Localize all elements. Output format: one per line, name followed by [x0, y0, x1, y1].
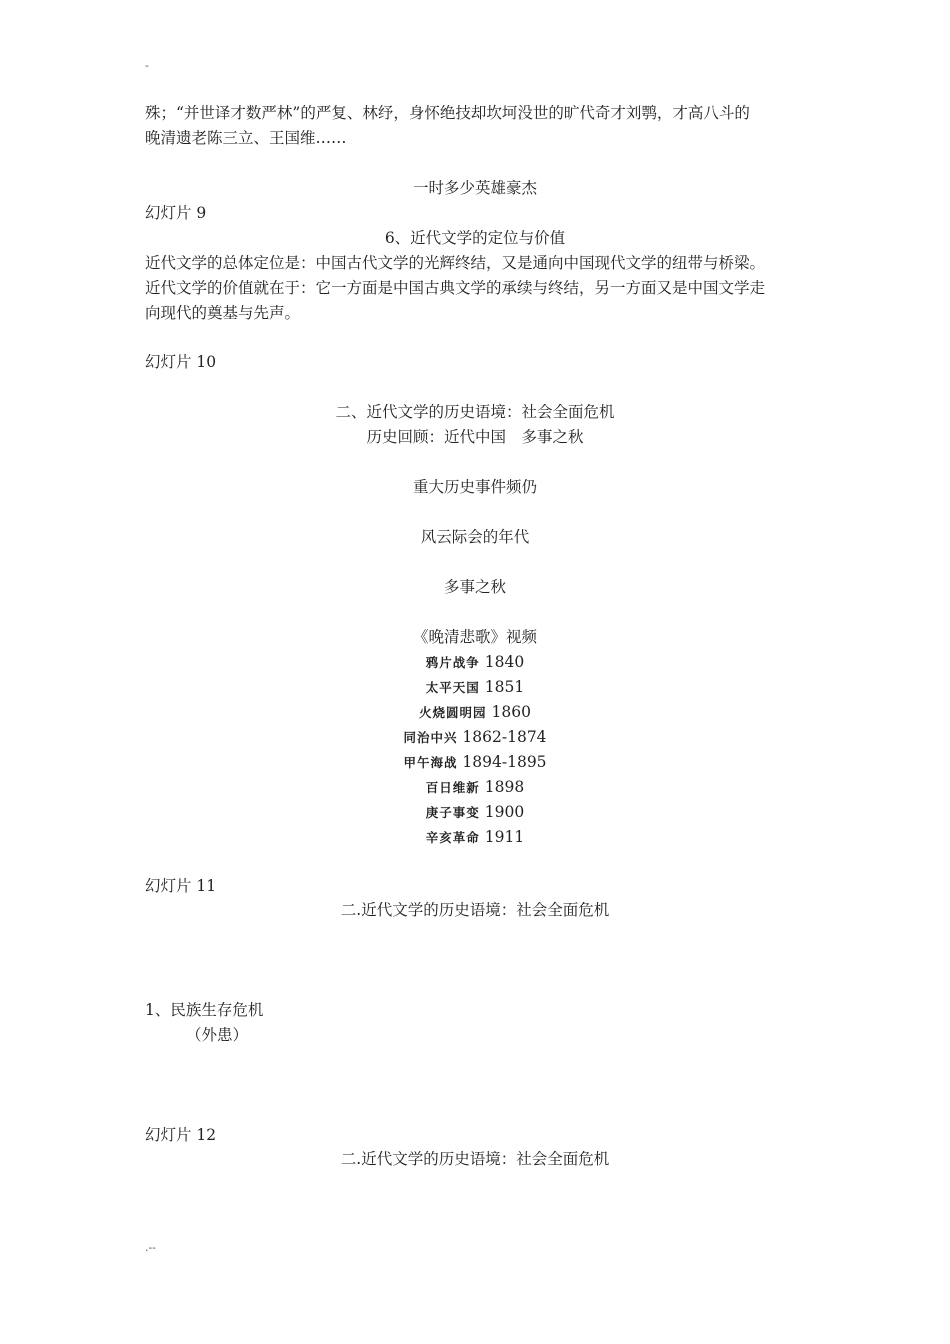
event-name: 甲午海战 — [403, 755, 458, 770]
event-year: 1862-1874 — [462, 728, 547, 746]
footer-mark: .-- — [145, 1241, 156, 1254]
event-year: 1840 — [484, 653, 525, 671]
slide-10-line-2: 风云际会的年代 — [420, 528, 530, 546]
slide-9-paragraph-1: 近代文学的总体定位是：中国古代文学的光辉终结，又是通向中国现代文学的纽带与桥梁。 — [145, 254, 766, 272]
intro-line-1: 殊；“并世译才数严林”的严复、林纾，身怀绝技却坎坷没世的旷代奇才刘鹗，才高八斗的 — [145, 104, 750, 122]
event-row — [0, 802, 950, 823]
slide-10-subtitle: 历史回顾：近代中国 多事之秋 — [366, 428, 584, 446]
slide-10-label: 幻灯片 10 — [145, 353, 217, 371]
event-year: 1900 — [484, 803, 525, 821]
slide-11-item: 1、民族生存危机 — [145, 1001, 264, 1019]
event-name: 庚子事变 — [425, 805, 480, 820]
heroes-line: 一时多少英雄豪杰 — [412, 179, 537, 197]
slide-12-title: 二.近代文学的历史语境：社会全面危机 — [340, 1150, 610, 1168]
event-year: 1911 — [484, 828, 525, 846]
slide-9-paragraph-3: 向现代的奠基与先声。 — [145, 304, 301, 322]
slide-11-title: 二.近代文学的历史语境：社会全面危机 — [340, 901, 610, 919]
slide-9-label: 幻灯片 9 — [145, 204, 207, 222]
slide-10-line-3: 多事之秋 — [443, 578, 506, 596]
slide-12-label: 幻灯片 12 — [145, 1126, 217, 1144]
event-year: 1898 — [484, 778, 525, 796]
slide-11-note: （外患） — [186, 1026, 249, 1044]
event-year: 1894-1895 — [462, 753, 547, 771]
event-name: 同治中兴 — [403, 730, 458, 745]
slide-9-title: 6、近代文学的定位与价值 — [384, 229, 566, 247]
event-name: 辛亥革命 — [425, 830, 480, 845]
header-mark: - — [145, 59, 149, 72]
event-year: 1860 — [491, 703, 531, 721]
event-row — [0, 677, 950, 698]
event-name: 太平天国 — [425, 680, 480, 695]
event-row — [0, 827, 950, 848]
event-row — [0, 652, 950, 673]
slide-11-label: 幻灯片 11 — [145, 877, 217, 895]
event-row — [0, 727, 950, 748]
intro-line-2: 晚清遗老陈三立、王国维…… — [145, 129, 347, 147]
event-row — [0, 702, 950, 723]
event-name: 百日维新 — [425, 780, 480, 795]
event-row — [0, 777, 950, 798]
slide-10-title: 二、近代文学的历史语境：社会全面危机 — [335, 403, 615, 421]
slide-9-paragraph-2: 近代文学的价值就在于：它一方面是中国古典文学的承续与终结，另一方面又是中国文学走 — [145, 279, 766, 297]
event-name: 火烧圆明园 — [419, 705, 487, 720]
slide-10-video: 《晚清悲歌》视频 — [412, 628, 537, 646]
event-year: 1851 — [484, 678, 525, 696]
event-name: 鸦片战争 — [425, 655, 480, 670]
slide-10-line-1: 重大历史事件频仍 — [412, 478, 537, 496]
event-row — [0, 752, 950, 773]
